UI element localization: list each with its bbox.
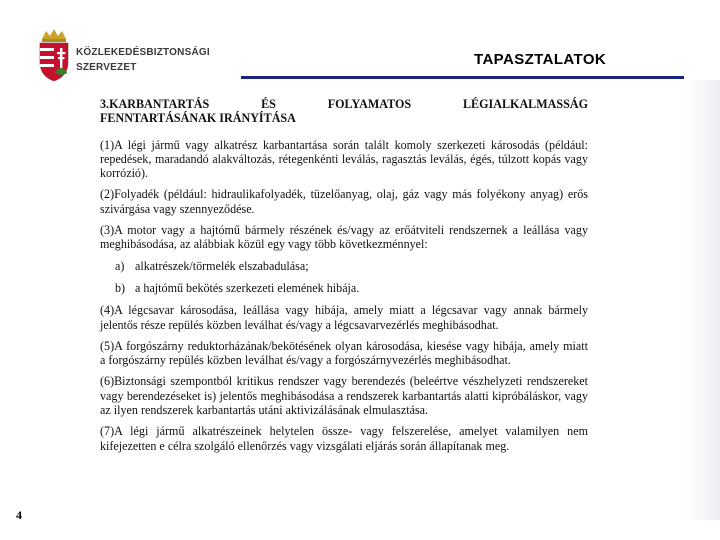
heading-word: ÉS bbox=[261, 97, 276, 111]
list-item: (2)Folyadék (például: hidraulikafolyadék, tüzelőanyag, olaj, gáz vagy más folyékony anyag) erős szivárgása vagy szennyeződése. bbox=[100, 187, 588, 216]
heading-line2: FENNTARTÁSÁNAK IRÁNYÍTÁSA bbox=[100, 111, 296, 126]
org-name-line1: KÖZLEKEDÉSBIZTONSÁGI bbox=[76, 47, 210, 58]
org-name-line2: SZERVEZET bbox=[76, 62, 137, 73]
list-item: (4)A légcsavar károsodása, leállása vagy hibája, amely miatt a légcsavar vagy annak bármely jelentős része repülés közben leválhat és/vagy a légcsavarvezérlés meghibásodhat. bbox=[100, 303, 588, 332]
page-number: 4 bbox=[16, 508, 22, 522]
list-item: (1)A légi jármű vagy alkatrész karbantartása során talált komoly szerkezeti károsodás (például: repedések, maradandó alakváltozás, rétegenkénti leválás, ragasztás leválás, égés, túlzott kopás vagy korrózió). bbox=[100, 137, 588, 181]
coat-of-arms-icon bbox=[36, 26, 72, 84]
right-edge-shade bbox=[682, 80, 720, 520]
title-rule bbox=[241, 76, 684, 79]
sub-item bbox=[100, 281, 588, 295]
list-item: (5)A forgószárny reduktorházának/bekötésének olyan károsodása, kiesése vagy hibája, amely miatt a forgószárny repülés közben leválhat és/vagy a forgószárnyvezérlés meghibásodhat. bbox=[100, 338, 588, 368]
sub-item-text: a hajtómű bekötés szerkezeti elemének hibája. bbox=[135, 280, 360, 295]
sub-item bbox=[100, 259, 588, 273]
sub-item-marker: a) bbox=[115, 258, 125, 273]
list-item: (7)A légi jármű alkatrészeinek helytelen össze- vagy felszerelése, amelyet valamilyen nem kifejezetten e célra szolgáló ellenőrzés vagy vizsgálati eljárás során állapítanak meg. bbox=[100, 424, 588, 453]
heading-word: 3.KARBANTARTÁS bbox=[100, 97, 210, 111]
heading-word: LÉGIALKALMASSÁG bbox=[462, 97, 588, 111]
organization-logo bbox=[36, 26, 210, 84]
document-body bbox=[100, 97, 588, 460]
page-title: TAPASZTALATOK bbox=[474, 51, 607, 68]
list-item: (6)Biztonsági szempontból kritikus rendszer vagy berendezés (beleértve vészhelyzeti rendszereket vagy berendezéseket is) jelentős meghibásodása a rendszerek karbantartás alatti kipróbáláskor, vagy az ilyen rendszerek karbantartás utáni aktivizálásának elmulasztása. bbox=[100, 374, 588, 418]
sub-item-marker: b) bbox=[115, 280, 126, 295]
list-item: (3)A motor vagy a hajtómű bármely részének és/vagy az erőátviteli rendszernek a leállása vagy meghibásodása, az alábbiak közül egy vagy több következménnyel: bbox=[100, 223, 588, 252]
sub-item-text: alkatrészek/törmelék elszabadulása; bbox=[135, 258, 309, 273]
heading-word: FOLYAMATOS bbox=[327, 97, 412, 111]
section-heading bbox=[100, 97, 588, 126]
